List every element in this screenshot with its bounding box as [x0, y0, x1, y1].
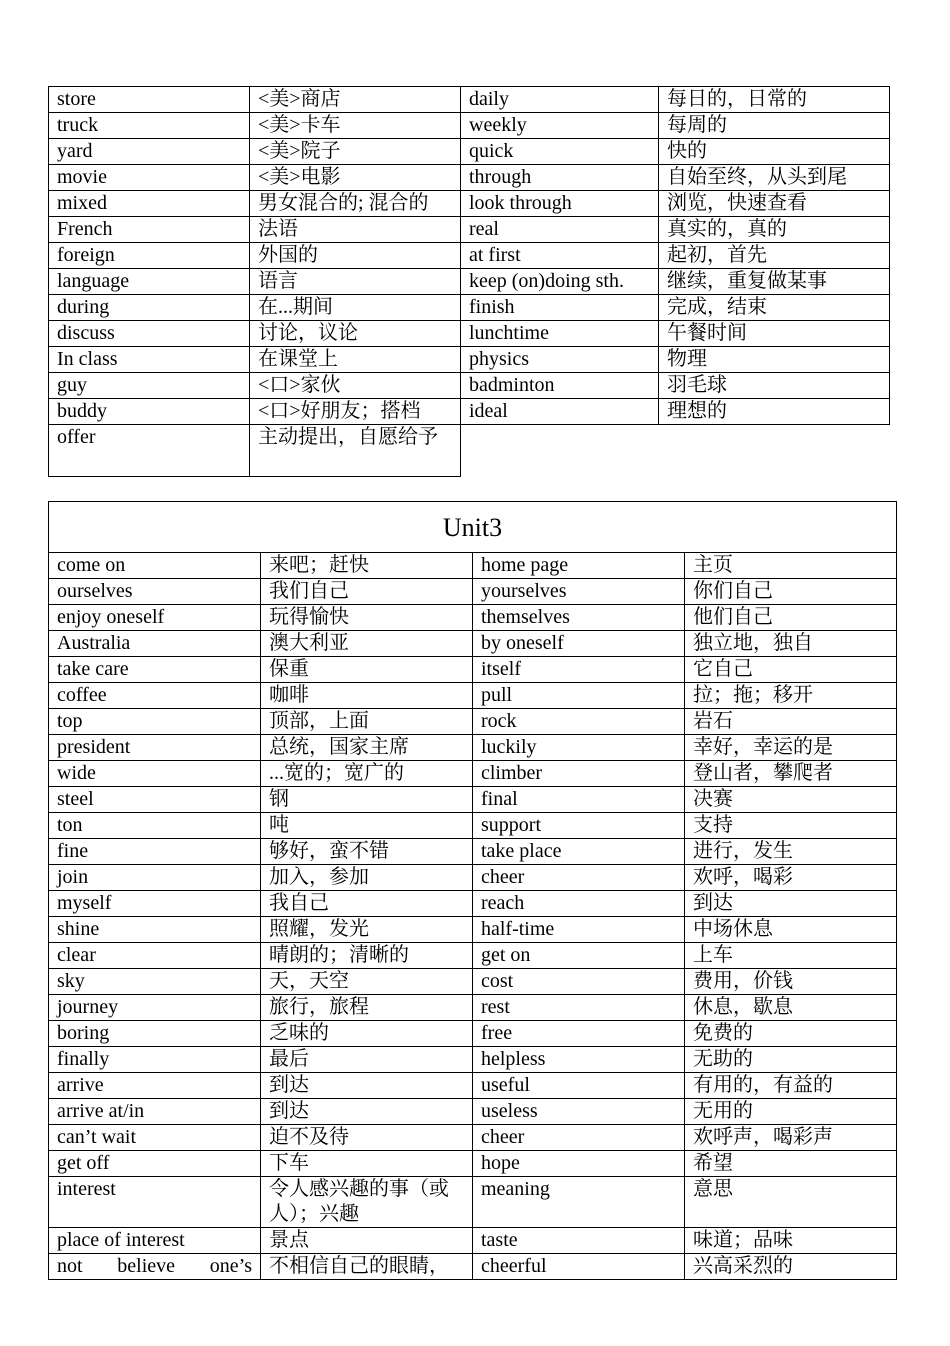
table-row — [49, 399, 890, 425]
table-cell: <口>好朋友；搭档 — [250, 399, 461, 425]
table-cell: 天，天空 — [261, 969, 473, 995]
table-cell: shine — [49, 917, 261, 943]
table-cell: look through — [461, 191, 659, 217]
table-cell: arrive at/in — [49, 1099, 261, 1125]
table-cell: by oneself — [473, 631, 685, 657]
table-cell: can’t wait — [49, 1125, 261, 1151]
table-row — [49, 631, 897, 657]
table-cell: 法语 — [250, 217, 461, 243]
table-cell: finally — [49, 1047, 261, 1073]
table-cell: 到达 — [261, 1073, 473, 1099]
table-cell: 意思 — [685, 1177, 897, 1228]
table-cell: truck — [49, 113, 250, 139]
table-cell: 不相信自己的眼睛， — [261, 1254, 473, 1280]
table-cell: steel — [49, 787, 261, 813]
table-cell: 照耀，发光 — [261, 917, 473, 943]
table-row — [49, 347, 890, 373]
table-cell: 理想的 — [659, 399, 890, 425]
table-cell: 他们自己 — [685, 605, 897, 631]
table-cell: yard — [49, 139, 250, 165]
table-cell: 到达 — [261, 1099, 473, 1125]
table-cell: take place — [473, 839, 685, 865]
table-cell: hope — [473, 1151, 685, 1177]
table-cell: take care — [49, 657, 261, 683]
table-cell: 岩石 — [685, 709, 897, 735]
table-cell: itself — [473, 657, 685, 683]
table-row — [49, 969, 897, 995]
table-row — [49, 1151, 897, 1177]
table-cell: 支持 — [685, 813, 897, 839]
table-cell: 完成，结束 — [659, 295, 890, 321]
table-cell: boring — [49, 1021, 261, 1047]
table-cell: guy — [49, 373, 250, 399]
table-cell: discuss — [49, 321, 250, 347]
table-cell: through — [461, 165, 659, 191]
table-row — [49, 865, 897, 891]
table-cell: 无用的 — [685, 1099, 897, 1125]
table-cell: ideal — [461, 399, 659, 425]
table-cell: finish — [461, 295, 659, 321]
table-cell: Australia — [49, 631, 261, 657]
table-cell: 钢 — [261, 787, 473, 813]
table-cell: 晴朗的；清晰的 — [261, 943, 473, 969]
table-row — [49, 553, 897, 579]
table-cell: keep (on)doing sth. — [461, 269, 659, 295]
table-cell: pull — [473, 683, 685, 709]
table-row — [49, 1073, 897, 1099]
table-cell: 顶部，上面 — [261, 709, 473, 735]
table-cell: quick — [461, 139, 659, 165]
table-cell: 主动提出，自愿给予 — [250, 425, 461, 477]
table-cell: fine — [49, 839, 261, 865]
table-cell: journey — [49, 995, 261, 1021]
table-row — [49, 683, 897, 709]
table-cell: offer — [49, 425, 250, 477]
table-cell: 每周的 — [659, 113, 890, 139]
table-cell: 无助的 — [685, 1047, 897, 1073]
table-cell: reach — [473, 891, 685, 917]
table-cell: themselves — [473, 605, 685, 631]
table-row — [49, 295, 890, 321]
table-cell: half-time — [473, 917, 685, 943]
table-cell: 拉；拖；移开 — [685, 683, 897, 709]
table-cell: helpless — [473, 1047, 685, 1073]
unit3-title-row — [49, 502, 897, 553]
table-cell: 上车 — [685, 943, 897, 969]
table-cell: 中场休息 — [685, 917, 897, 943]
table-cell: place of interest — [49, 1228, 261, 1254]
table-cell: 迫不及待 — [261, 1125, 473, 1151]
table-cell: <美>电影 — [250, 165, 461, 191]
table-cell: 乏味的 — [261, 1021, 473, 1047]
table-row — [49, 657, 897, 683]
table-cell: <口>家伙 — [250, 373, 461, 399]
table-cell: 主页 — [685, 553, 897, 579]
table-row — [49, 943, 897, 969]
table-cell: 浏览，快速查看 — [659, 191, 890, 217]
table-cell: cost — [473, 969, 685, 995]
table-row — [49, 139, 890, 165]
table-cell: 免费的 — [685, 1021, 897, 1047]
table-cell: 羽毛球 — [659, 373, 890, 399]
table-cell: 起初，首先 — [659, 243, 890, 269]
table-cell: 我自己 — [261, 891, 473, 917]
table-cell: 语言 — [250, 269, 461, 295]
table-cell: language — [49, 269, 250, 295]
table-row — [49, 113, 890, 139]
table-cell: In class — [49, 347, 250, 373]
table-cell: clear — [49, 943, 261, 969]
table-cell: 总统，国家主席 — [261, 735, 473, 761]
table-cell: 在课堂上 — [250, 347, 461, 373]
vocab-table-1-body — [49, 87, 890, 477]
table-row — [49, 579, 897, 605]
table-cell: 男女混合的; 混合的 — [250, 191, 461, 217]
table-cell: 玩得愉快 — [261, 605, 473, 631]
table-cell: French — [49, 217, 250, 243]
table-row — [49, 217, 890, 243]
table-cell: support — [473, 813, 685, 839]
table-cell: arrive — [49, 1073, 261, 1099]
table-row — [49, 1021, 897, 1047]
table-cell: movie — [49, 165, 250, 191]
table-cell: 每日的，日常的 — [659, 87, 890, 113]
table-cell: yourselves — [473, 579, 685, 605]
table-cell: 讨论，议论 — [250, 321, 461, 347]
table-cell: 欢呼，喝彩 — [685, 865, 897, 891]
table-cell: <美>卡车 — [250, 113, 461, 139]
table-cell: 独立地，独自 — [685, 631, 897, 657]
table-row — [49, 761, 897, 787]
table-cell: climber — [473, 761, 685, 787]
table-row — [49, 917, 897, 943]
table-cell: 令人感兴趣的事（或人）；兴趣 — [261, 1177, 473, 1228]
table-cell: foreign — [49, 243, 250, 269]
table-cell: cheer — [473, 1125, 685, 1151]
table-row — [49, 269, 890, 295]
table-cell: president — [49, 735, 261, 761]
table-cell: <美>商店 — [250, 87, 461, 113]
table-cell: during — [49, 295, 250, 321]
table-cell: final — [473, 787, 685, 813]
table-cell: 决赛 — [685, 787, 897, 813]
table-cell: cheer — [473, 865, 685, 891]
table-row — [49, 709, 897, 735]
table-cell: 你们自己 — [685, 579, 897, 605]
vocab-table-1 — [48, 86, 890, 477]
table-cell: rest — [473, 995, 685, 1021]
table-cell: <美>院子 — [250, 139, 461, 165]
table-row — [49, 995, 897, 1021]
unit3-table-body — [49, 502, 897, 1280]
table-cell: 最后 — [261, 1047, 473, 1073]
table-cell: 幸好，幸运的是 — [685, 735, 897, 761]
table-cell: 有用的，有益的 — [685, 1073, 897, 1099]
empty-cell — [461, 425, 890, 477]
table-cell: taste — [473, 1228, 685, 1254]
table-cell: 我们自己 — [261, 579, 473, 605]
table-cell: wide — [49, 761, 261, 787]
table-row — [49, 813, 897, 839]
table-cell: ton — [49, 813, 261, 839]
table-cell: store — [49, 87, 250, 113]
table-row — [49, 1254, 897, 1280]
table-row — [49, 1099, 897, 1125]
table-cell: 自始至终，从头到尾 — [659, 165, 890, 191]
table-cell: useful — [473, 1073, 685, 1099]
table-row — [49, 373, 890, 399]
table-cell: 旅行，旅程 — [261, 995, 473, 1021]
table-cell: at first — [461, 243, 659, 269]
table-cell: 兴高采烈的 — [685, 1254, 897, 1280]
table-cell: interest — [49, 1177, 261, 1228]
table-cell: 景点 — [261, 1228, 473, 1254]
table-cell: 到达 — [685, 891, 897, 917]
table-cell: 加入，参加 — [261, 865, 473, 891]
table-cell: myself — [49, 891, 261, 917]
table-cell: 休息，歇息 — [685, 995, 897, 1021]
table-cell: get off — [49, 1151, 261, 1177]
table-cell: 物理 — [659, 347, 890, 373]
table-cell: 真实的，真的 — [659, 217, 890, 243]
table-cell: home page — [473, 553, 685, 579]
table-cell: free — [473, 1021, 685, 1047]
table-cell: sky — [49, 969, 261, 995]
table-cell: enjoy oneself — [49, 605, 261, 631]
table-cell: 味道；品味 — [685, 1228, 897, 1254]
table-cell: 外国的 — [250, 243, 461, 269]
table-cell: 继续，重复做某事 — [659, 269, 890, 295]
table-row — [49, 1047, 897, 1073]
table-row — [49, 191, 890, 217]
table-cell: 登山者，攀爬者 — [685, 761, 897, 787]
table-cell: lunchtime — [461, 321, 659, 347]
table-row — [49, 1228, 897, 1254]
table-cell: buddy — [49, 399, 250, 425]
table-row — [49, 87, 890, 113]
table-row — [49, 165, 890, 191]
table-cell: 咖啡 — [261, 683, 473, 709]
table-row — [49, 891, 897, 917]
table-cell: top — [49, 709, 261, 735]
table-cell: 希望 — [685, 1151, 897, 1177]
table-cell: 在...期间 — [250, 295, 461, 321]
table-cell: meaning — [473, 1177, 685, 1228]
table-cell: real — [461, 217, 659, 243]
table-row — [49, 1177, 897, 1228]
table-cell: 吨 — [261, 813, 473, 839]
table-cell: luckily — [473, 735, 685, 761]
table-cell: 快的 — [659, 139, 890, 165]
table-cell: come on — [49, 553, 261, 579]
table-cell: 进行，发生 — [685, 839, 897, 865]
table-cell: 够好，蛮不错 — [261, 839, 473, 865]
table-cell: useless — [473, 1099, 685, 1125]
table-cell: mixed — [49, 191, 250, 217]
table-cell: daily — [461, 87, 659, 113]
table-cell: ...宽的；宽广的 — [261, 761, 473, 787]
table-cell: 澳大利亚 — [261, 631, 473, 657]
table-cell: not believe one’s — [49, 1254, 261, 1280]
table-row — [49, 735, 897, 761]
table-row — [49, 425, 890, 477]
table-row — [49, 605, 897, 631]
table-cell: get on — [473, 943, 685, 969]
table-cell: badminton — [461, 373, 659, 399]
table-cell: join — [49, 865, 261, 891]
table-cell: 来吧；赶快 — [261, 553, 473, 579]
table-cell: 欢呼声，喝彩声 — [685, 1125, 897, 1151]
table-cell: 午餐时间 — [659, 321, 890, 347]
table-cell: 它自己 — [685, 657, 897, 683]
table-cell: rock — [473, 709, 685, 735]
table-cell: 费用，价钱 — [685, 969, 897, 995]
table-cell: physics — [461, 347, 659, 373]
table-cell: ourselves — [49, 579, 261, 605]
table-row — [49, 839, 897, 865]
table-cell: weekly — [461, 113, 659, 139]
table-cell: 下车 — [261, 1151, 473, 1177]
unit3-table — [48, 501, 897, 1280]
table-row — [49, 1125, 897, 1151]
table-row — [49, 787, 897, 813]
table-cell: 保重 — [261, 657, 473, 683]
table-row — [49, 321, 890, 347]
table-cell: cheerful — [473, 1254, 685, 1280]
table-row — [49, 243, 890, 269]
table-cell: coffee — [49, 683, 261, 709]
unit-title: Unit3 — [49, 502, 897, 553]
